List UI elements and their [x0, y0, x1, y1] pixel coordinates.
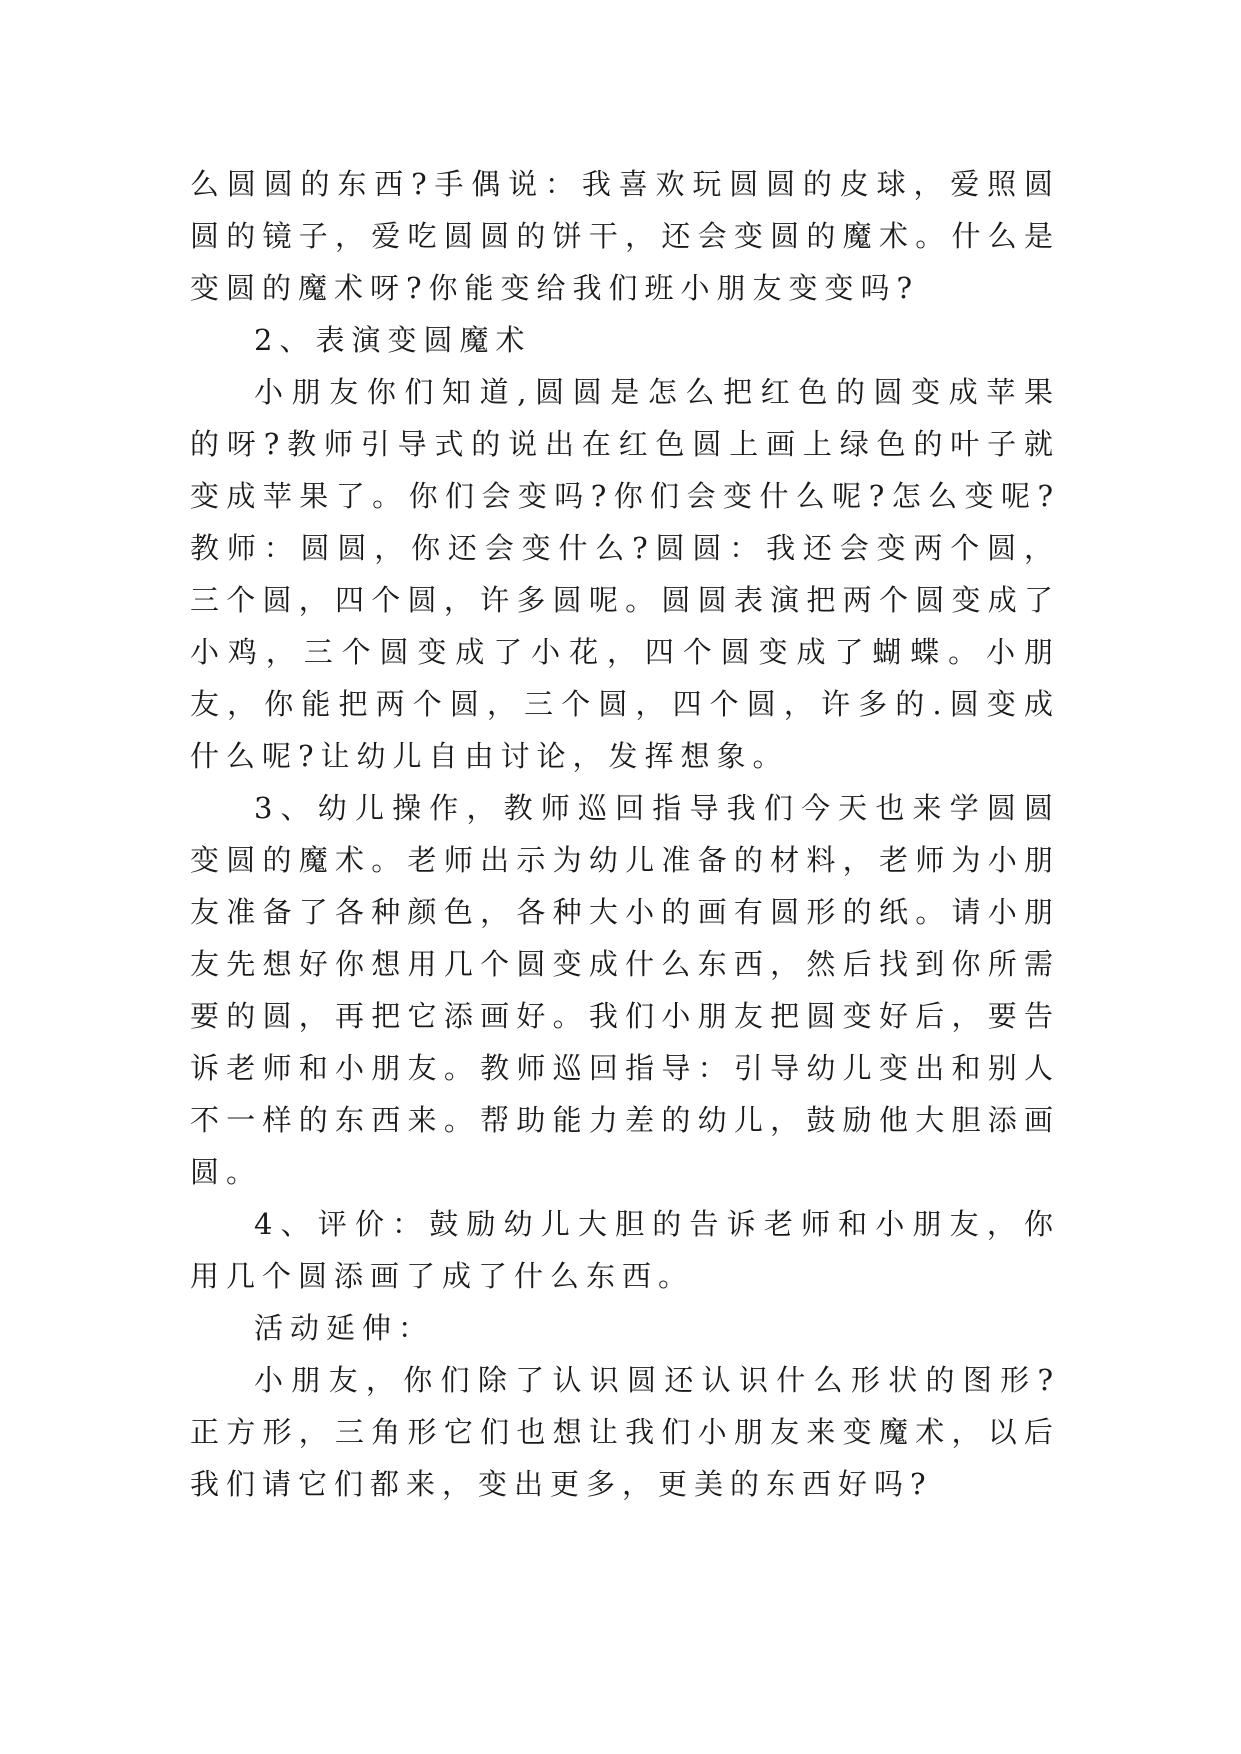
paragraph-step-3: 3、幼儿操作，教师巡回指导我们今天也来学圆圆变圆的魔术。老师出示为幼儿准备的材料，老师为小朋友准备了各种颜色，各种大小的画有圆形的纸。请小朋友先想好你想用几个圆变成什么东西，然后找到你所需要的圆，再把它添画好。我们小朋友把圆变好后，要告诉老师和小朋友。教师巡回指导：引导幼儿变出和别人不一样的东西来。帮助能力差的幼儿，鼓励他大胆添画圆。 — [190, 791, 1060, 1189]
paragraph-extension-body: 小朋友，你们除了认识圆还认识什么形状的图形?正方形，三角形它们也想让我们小朋友来变魔术，以后我们请它们都来，变出更多，更美的东西好吗? — [190, 1363, 1060, 1501]
paragraph-intro-continuation: 么圆圆的东西?手偶说：我喜欢玩圆圆的皮球，爱照圆圆的镜子，爱吃圆圆的饼干，还会变圆的魔术。什么是变圆的魔术呀?你能变给我们班小朋友变变吗? — [190, 167, 1060, 305]
paragraph-step-2-body: 小朋友你们知道,圆圆是怎么把红色的圆变成苹果的呀?教师引导式的说出在红色圆上画上绿色的叶子就变成苹果了。你们会变吗?你们会变什么呢?怎么变呢?教师：圆圆，你还会变什么?圆圆：我还会变两个圆，三个圆，四个圆，许多圆呢。圆圆表演把两个圆变成了小鸡，三个圆变成了小花，四个圆变成了蝴蝶。小朋友，你能把两个圆，三个圆，四个圆，许多的.圆变成什么呢?让幼儿自由讨论，发挥想象。 — [190, 375, 1060, 773]
paragraph-step-4: 4、评价：鼓励幼儿大胆的告诉老师和小朋友，你用几个圆添画了成了什么东西。 — [190, 1207, 1060, 1293]
paragraph-extension-heading: 活动延伸： — [254, 1311, 435, 1345]
document-body — [190, 158, 1060, 1510]
paragraph-step-2-heading: 2、表演变圆魔术 — [254, 323, 532, 357]
